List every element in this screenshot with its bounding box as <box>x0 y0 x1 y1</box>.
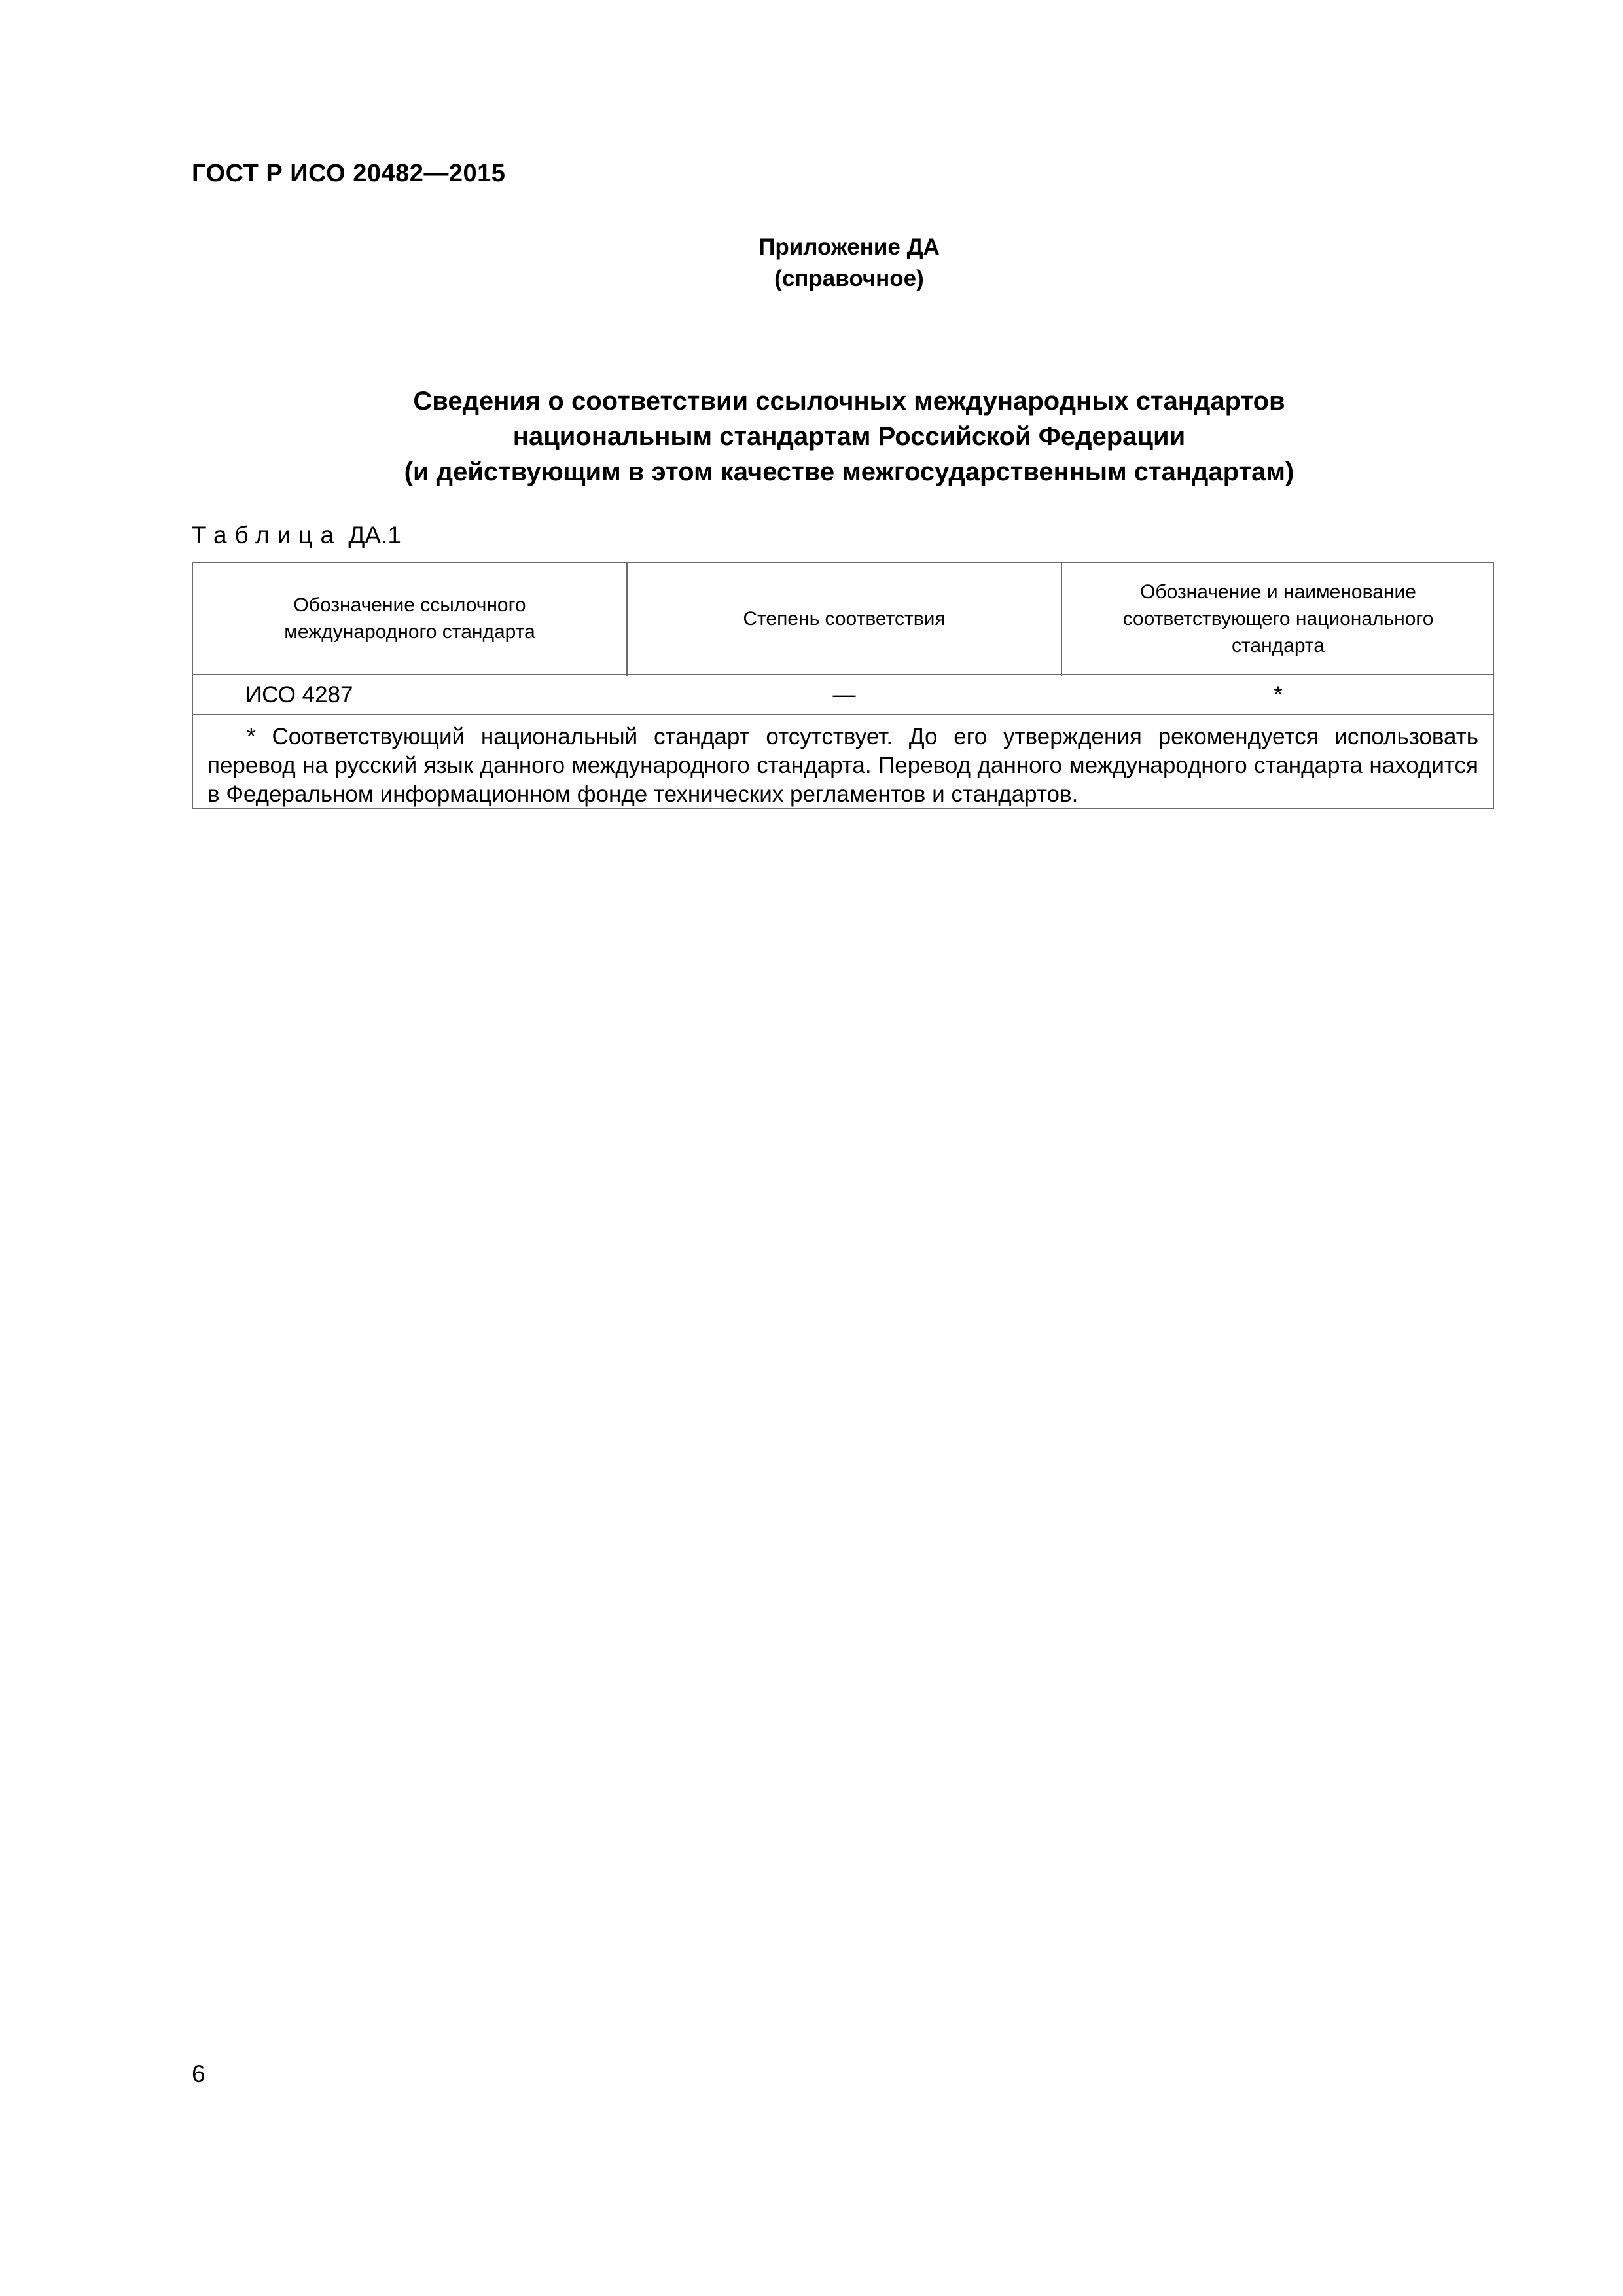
annex-kind: (справочное) <box>774 266 924 291</box>
table-header-cell <box>1062 563 1494 674</box>
table-caption-word: Таблица <box>192 522 342 548</box>
table-cell-standard: ИСО 4287 <box>245 681 353 708</box>
page-number: 6 <box>192 2060 205 2087</box>
reference-standards-table <box>192 562 1494 809</box>
annex-title: Приложение ДА <box>758 234 940 260</box>
header-international-standard: Обозначение ссылочного международного стандарта <box>284 594 535 643</box>
table-cell-national: * <box>1274 681 1283 708</box>
table-header-cell <box>628 563 1061 674</box>
table-header-cell <box>193 563 626 674</box>
table-caption <box>192 522 401 549</box>
table-cell-degree: — <box>832 681 856 708</box>
title-line-2: национальным стандартам Российской Федерации <box>512 422 1186 451</box>
table-footnote: * Соответствующий национальный стандарт отсутствует. До его утверждения рекомендуется использовать перевод на русский язык данного международного стандарта. Перевод данного международного стандарта находится в Федеральном информационном фонде технических регламентов и стандартов. <box>207 724 1478 807</box>
title-line-3: (и действующим в этом качестве межгосударственным стандартам) <box>404 457 1294 486</box>
table-caption-number: ДА.1 <box>348 522 401 548</box>
row-divider <box>193 714 1493 715</box>
title-line-1: Сведения о соответствии ссылочных международных стандартов <box>413 387 1285 416</box>
header-national-standard: Обозначение и наименование соответствующего национального стандарта <box>1122 581 1434 656</box>
document-code: ГОСТ Р ИСО 20482—2015 <box>192 160 506 187</box>
header-degree-of-conformity: Степень соответствия <box>743 607 946 630</box>
